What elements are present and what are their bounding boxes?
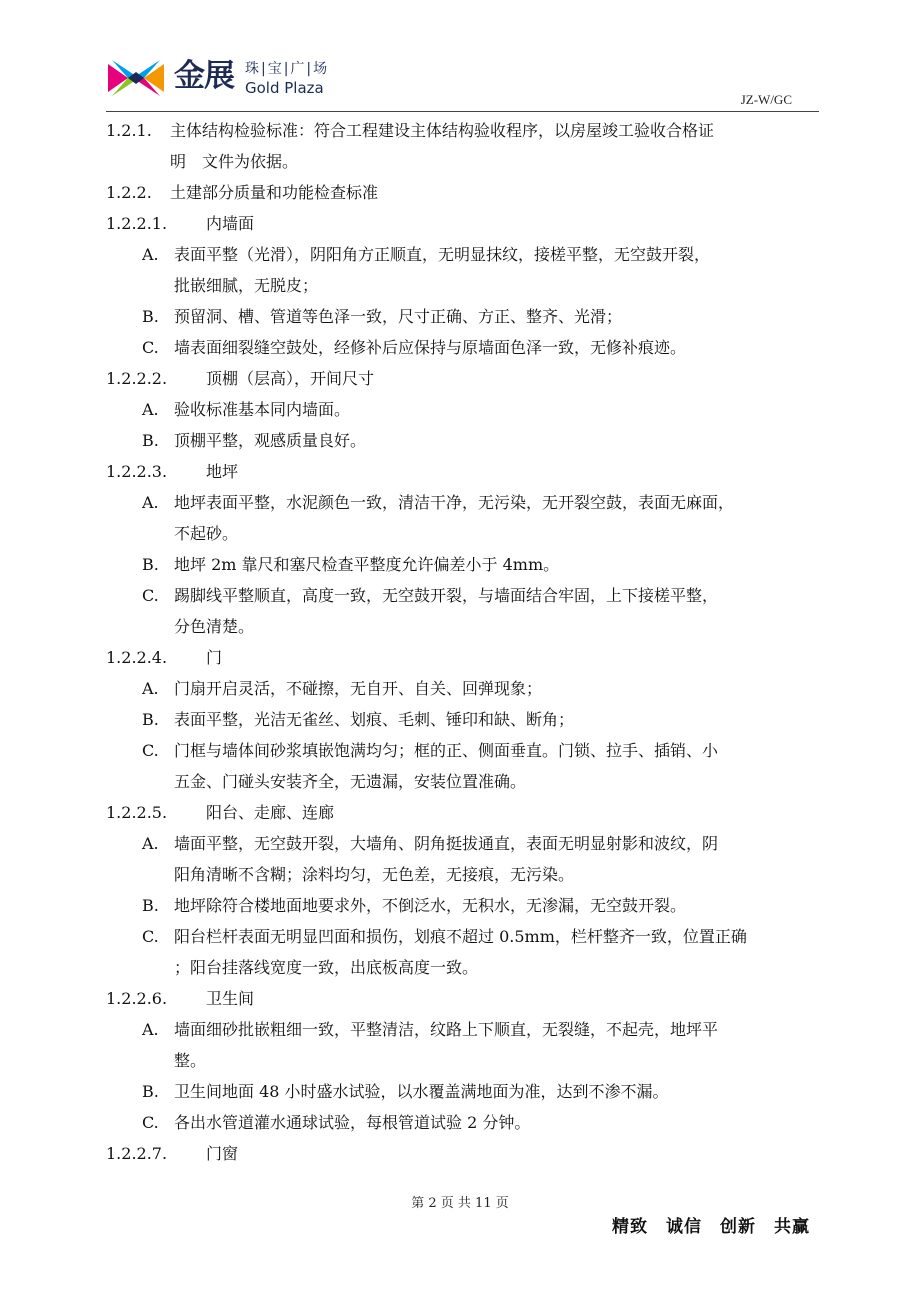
section-heading (106, 177, 818, 208)
item-letter: A. (142, 679, 159, 698)
item-continuation: 整。 (174, 1051, 207, 1070)
item-letter: C. (142, 741, 159, 760)
item-text: 踢脚线平整顺直，高度一致，无空鼓开裂，与墙面结合牢固，上下接槎平整， (174, 586, 719, 605)
subsection-heading (106, 208, 818, 239)
list-item (106, 890, 818, 921)
item-letter: A. (142, 493, 159, 512)
item-letter: A. (142, 834, 159, 853)
subsection-number: 1.2.2.7. (106, 1144, 168, 1163)
list-item (106, 487, 818, 518)
subsection-heading (106, 456, 818, 487)
subsection-title: 地坪 (206, 462, 239, 481)
subsection-number: 1.2.2.2. (106, 369, 168, 388)
item-text: 墙表面细裂缝空鼓处，经修补后应保持与原墙面色泽一致，无修补痕迹。 (174, 338, 687, 357)
subsection-title: 门窗 (206, 1144, 239, 1163)
list-item (106, 239, 818, 270)
item-letter: B. (142, 307, 159, 326)
item-text: 顶棚平整，观感质量良好。 (174, 431, 367, 450)
subsection-number: 1.2.2.5. (106, 803, 168, 822)
subsection-heading (106, 1138, 818, 1169)
item-letter: B. (142, 710, 159, 729)
logo-chinese-subtitle: 珠|宝|广|场 (245, 61, 330, 77)
item-text: 墙面平整，无空鼓开裂，大墙角、阴角挺拔通直，表面无明显射影和波纹，阴 (174, 834, 719, 853)
list-item (106, 1014, 818, 1045)
item-letter: B. (142, 896, 159, 915)
item-text: 地坪 2m 靠尺和塞尺检查平整度允许偏差小于 4mm。 (174, 555, 560, 574)
list-item (106, 549, 818, 580)
item-letter: A. (142, 245, 159, 264)
section-title: 土建部分质量和功能检查标准 (170, 183, 379, 202)
list-item (106, 735, 818, 766)
list-item (106, 301, 818, 332)
section-continuation: 明 文件为依据。 (170, 152, 299, 171)
item-text: 表面平整（光滑），阴阳角方正顺直，无明显抹纹，接槎平整，无空鼓开裂， (174, 245, 711, 264)
list-item (106, 828, 818, 859)
subsection-title: 卫生间 (206, 989, 255, 1008)
list-item (106, 704, 818, 735)
gold-plaza-logo-icon (106, 58, 166, 98)
logo-english-name: Gold Plaza (245, 79, 324, 97)
list-item (106, 1107, 818, 1138)
section-number: 1.2.2. (106, 183, 152, 202)
subsection-number: 1.2.2.6. (106, 989, 168, 1008)
item-text: 地坪表面平整，水泥颜色一致，清洁干净，无污染，无开裂空鼓，表面无麻面， (174, 493, 735, 512)
item-text: 门扇开启灵活，不碰擦，无自开、自关、回弹现象； (174, 679, 543, 698)
header-divider (106, 111, 819, 112)
subsection-heading (106, 363, 818, 394)
document-body (106, 115, 818, 1169)
item-continuation: ；阳台挂落线宽度一致，出底板高度一致。 (174, 958, 479, 977)
subsection-title: 门 (206, 648, 223, 667)
item-text: 预留洞、槽、管道等色泽一致，尺寸正确、方正、整齐、光滑； (174, 307, 623, 326)
subsection-heading (106, 797, 818, 828)
item-text: 各出水管道灌水通球试验，每根管道试验 2 分钟。 (174, 1113, 531, 1132)
page-number: 第 2 页 共 11 页 (411, 1196, 509, 1211)
list-item (106, 1076, 818, 1107)
list-item (106, 673, 818, 704)
item-letter: A. (142, 1020, 159, 1039)
subsection-number: 1.2.2.1. (106, 214, 168, 233)
subsection-heading (106, 983, 818, 1014)
item-letter: C. (142, 1113, 159, 1132)
list-item (106, 425, 818, 456)
item-letter: B. (142, 555, 159, 574)
item-text: 地坪除符合楼地面地要求外，不倒泛水，无积水，无渗漏，无空鼓开裂。 (174, 896, 687, 915)
list-item (106, 332, 818, 363)
logo-chinese-name: 金展 (174, 58, 234, 94)
item-letter: B. (142, 1082, 159, 1101)
list-item (106, 921, 818, 952)
item-letter: C. (142, 338, 159, 357)
item-text: 阳台栏杆表面无明显凹面和损伤，划痕不超过 0.5mm，栏杆整齐一致，位置正确 (174, 927, 747, 946)
item-continuation: 五金、门碰头安装齐全，无遗漏，安装位置准确。 (174, 772, 527, 791)
item-letter: C. (142, 927, 159, 946)
subsection-heading (106, 642, 818, 673)
subsection-title: 顶棚（层高），开间尺寸 (206, 369, 375, 388)
item-text: 门框与墙体间砂浆填嵌饱满均匀；框的正、侧面垂直。门锁、拉手、插销、小 (174, 741, 719, 760)
item-continuation: 分色清楚。 (174, 617, 255, 636)
item-text: 验收标准基本同内墙面。 (174, 400, 351, 419)
subsection-number: 1.2.2.3. (106, 462, 168, 481)
subsection-title: 内墙面 (206, 214, 255, 233)
list-item (106, 580, 818, 611)
subsection-title: 阳台、走廊、连廊 (206, 803, 335, 822)
document-code: JZ-W/GC (740, 92, 792, 107)
list-item (106, 394, 818, 425)
section-heading (106, 115, 818, 146)
section-number: 1.2.1. (106, 121, 152, 140)
subsection-number: 1.2.2.4. (106, 648, 168, 667)
item-continuation: 批嵌细腻，无脱皮； (174, 276, 319, 295)
item-text: 墙面细砂批嵌粗细一致，平整清洁，纹路上下顺直，无裂缝，不起壳，地坪平 (174, 1020, 719, 1039)
item-text: 表面平整，光洁无雀丝、划痕、毛刺、锤印和缺、断角； (174, 710, 575, 729)
item-continuation: 不起砂。 (174, 524, 239, 543)
section-title: 主体结构检验标准：符合工程建设主体结构验收程序，以房屋竣工验收合格证 (170, 121, 715, 140)
item-letter: A. (142, 400, 159, 419)
item-letter: C. (142, 586, 159, 605)
page-header (0, 0, 920, 115)
company-slogan: 精致 诚信 创新 共赢 (612, 1217, 810, 1237)
item-text: 卫生间地面 48 小时盛水试验，以水覆盖满地面为准，达到不渗不漏。 (174, 1082, 669, 1101)
item-letter: B. (142, 431, 159, 450)
item-continuation: 阳角清晰不含糊；涂料均匀，无色差，无接痕，无污染。 (174, 865, 575, 884)
